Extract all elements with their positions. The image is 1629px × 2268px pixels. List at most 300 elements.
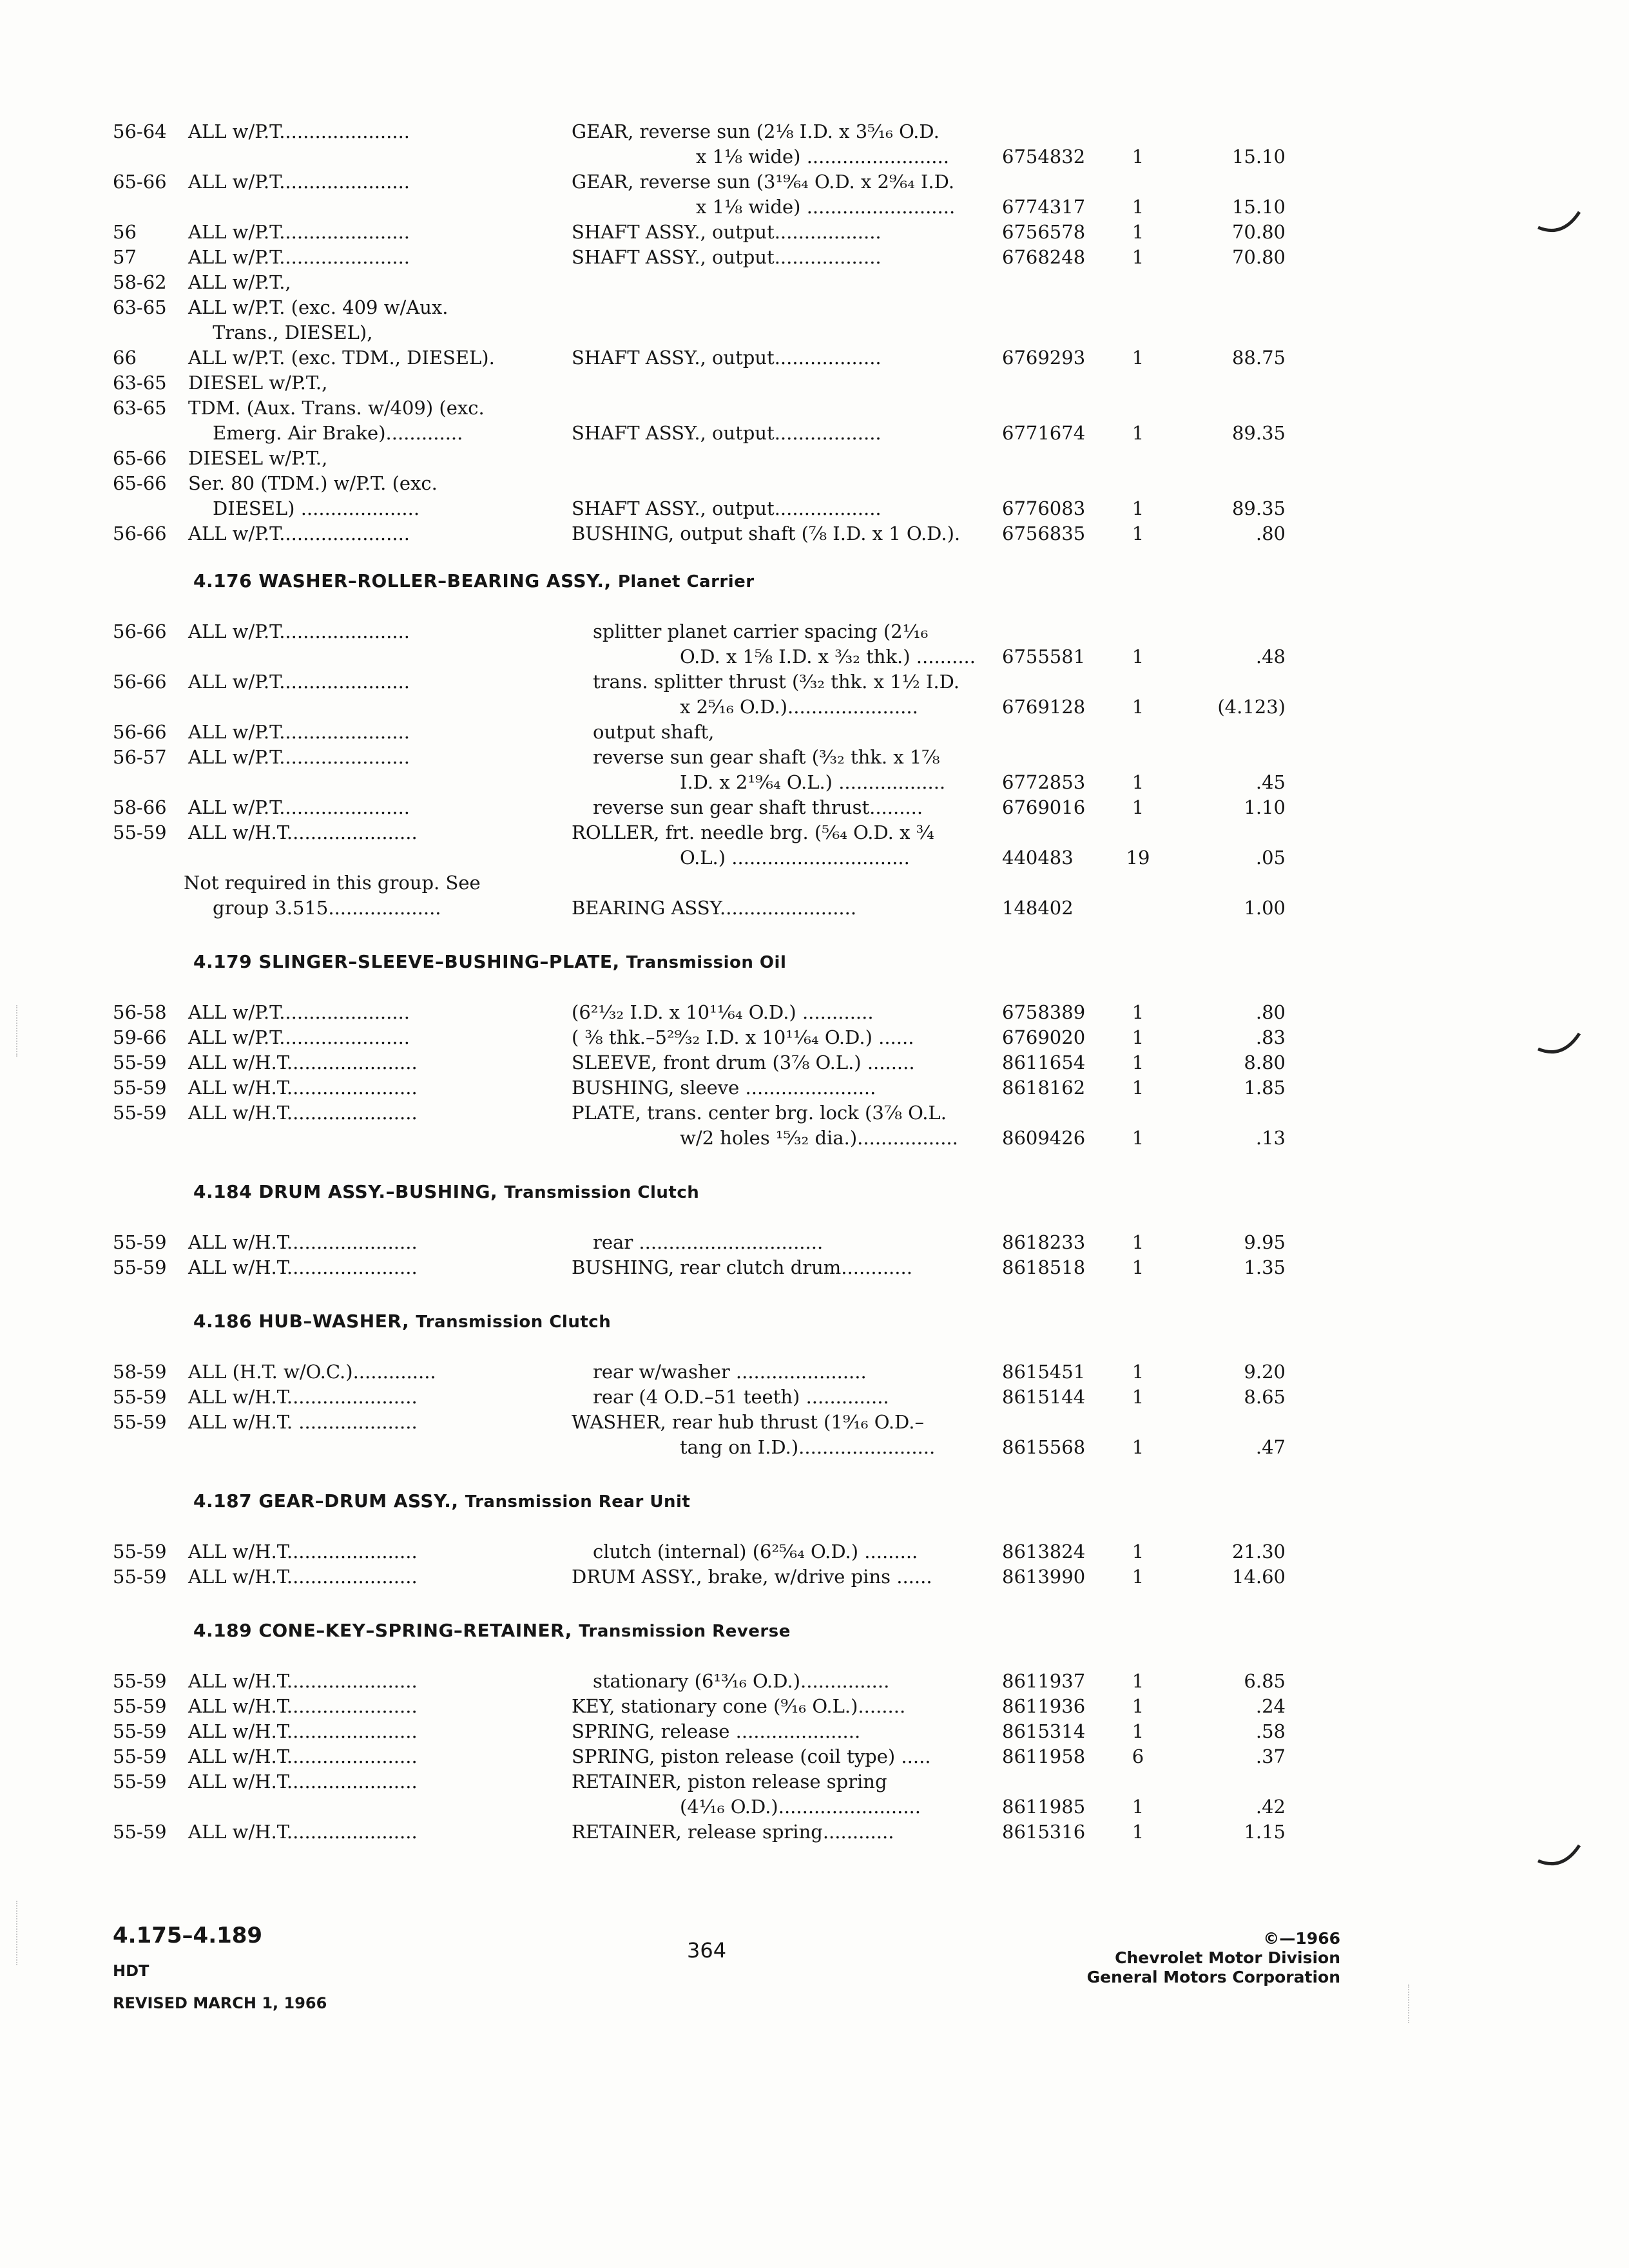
price: .24 xyxy=(1255,1695,1286,1717)
application: ALL w/H.T...................... xyxy=(188,1231,418,1253)
application: Not required in this group. See xyxy=(184,872,481,894)
part-description: tang on I.D.)....................... xyxy=(680,1436,936,1458)
price: 15.10 xyxy=(1231,146,1286,168)
part-row xyxy=(113,270,1286,296)
part-row xyxy=(113,245,1286,271)
part-description: SLEEVE, front drum (3⅞ O.L.) ........ xyxy=(572,1052,915,1073)
quantity: 1 xyxy=(1132,1386,1144,1408)
model-years: 63-65 xyxy=(113,372,167,394)
application: ALL w/H.T...................... xyxy=(188,1720,418,1742)
model-years: 55-59 xyxy=(113,1411,167,1433)
quantity: 19 xyxy=(1126,847,1150,869)
quantity: 1 xyxy=(1132,246,1144,268)
model-years: 55-59 xyxy=(113,822,167,843)
model-years: 63-65 xyxy=(113,397,167,419)
price: 1.10 xyxy=(1244,796,1286,818)
part-number: 8615314 xyxy=(1002,1720,1086,1742)
part-row xyxy=(113,1050,1286,1076)
application: DIESEL w/P.T., xyxy=(188,447,328,469)
part-description: output shaft, xyxy=(593,721,715,743)
part-description: (6²¹⁄₃₂ I.D. x 10¹¹⁄₆₄ O.D.) ............ xyxy=(572,1001,874,1023)
part-number: 8611654 xyxy=(1002,1052,1086,1073)
model-years: 63-65 xyxy=(113,296,167,318)
part-number: 8615316 xyxy=(1002,1821,1086,1843)
quantity: 1 xyxy=(1132,221,1144,243)
model-years: 57 xyxy=(113,246,137,268)
part-number: 6758389 xyxy=(1002,1001,1086,1023)
part-row xyxy=(113,396,1286,421)
part-row xyxy=(113,1539,1286,1565)
part-description: rear w/washer ...................... xyxy=(593,1361,867,1383)
model-years: 56-66 xyxy=(113,523,167,544)
model-years: 55-59 xyxy=(113,1771,167,1792)
part-row xyxy=(113,421,1286,447)
model-years: 65-66 xyxy=(113,472,167,494)
quantity: 1 xyxy=(1132,1256,1144,1278)
application: ALL (H.T. w/O.C.).............. xyxy=(188,1361,436,1383)
part-description: RETAINER, release spring............ xyxy=(572,1821,894,1843)
application: ALL w/H.T...................... xyxy=(188,1386,418,1408)
model-years: 65-66 xyxy=(113,447,167,469)
quantity: 1 xyxy=(1132,347,1144,369)
quantity: 1 xyxy=(1132,1077,1144,1099)
application: ALL w/H.T...................... xyxy=(188,1077,418,1099)
part-row xyxy=(113,220,1286,245)
model-years: 55-59 xyxy=(113,1256,167,1278)
quantity: 1 xyxy=(1132,1436,1144,1458)
part-description: BUSHING, sleeve ...................... xyxy=(572,1077,876,1099)
quantity: 1 xyxy=(1132,1231,1144,1253)
application: ALL w/P.T. (exc. TDM., DIESEL). xyxy=(188,347,495,369)
model-years: 56-66 xyxy=(113,671,167,693)
price: 1.35 xyxy=(1244,1256,1286,1278)
part-number: 8613824 xyxy=(1002,1541,1086,1562)
part-number: 6769293 xyxy=(1002,347,1086,369)
section-heading xyxy=(193,569,755,594)
application: ALL w/P.T...................... xyxy=(188,746,410,768)
section-number: 4.186 xyxy=(193,1311,259,1332)
application: ALL w/P.T...................... xyxy=(188,796,410,818)
price: 6.85 xyxy=(1244,1670,1286,1692)
part-number: 440483 xyxy=(1002,847,1074,869)
scan-edge-dots xyxy=(16,1005,19,1057)
part-row xyxy=(113,1435,1286,1461)
application: ALL w/P.T. (exc. 409 w/Aux. xyxy=(188,296,448,318)
part-number: 8615451 xyxy=(1002,1361,1086,1383)
footer-range: 4.175–4.189 xyxy=(113,1923,263,1948)
application: ALL w/P.T...................... xyxy=(188,120,410,142)
part-row xyxy=(113,770,1286,796)
part-number: 6776083 xyxy=(1002,497,1086,519)
price: 89.35 xyxy=(1231,422,1286,444)
model-years: 56-66 xyxy=(113,620,167,642)
part-number: 8618233 xyxy=(1002,1231,1086,1253)
part-number: 8618518 xyxy=(1002,1256,1086,1278)
part-description: BUSHING, rear clutch drum............ xyxy=(572,1256,912,1278)
part-row xyxy=(113,1255,1286,1281)
price: 70.80 xyxy=(1231,221,1286,243)
part-row xyxy=(113,745,1286,771)
part-row xyxy=(113,1669,1286,1695)
application: ALL w/H.T...................... xyxy=(188,1771,418,1792)
quantity: 1 xyxy=(1132,497,1144,519)
part-row xyxy=(113,1025,1286,1051)
application: ALL w/P.T...................... xyxy=(188,671,410,693)
part-description: reverse sun gear shaft (³⁄₃₂ thk. x 1⅞ xyxy=(593,746,940,768)
part-row xyxy=(113,1100,1286,1126)
part-number: 8618162 xyxy=(1002,1077,1086,1099)
price: 15.10 xyxy=(1231,196,1286,218)
part-description: WASHER, rear hub thrust (1⁹⁄₁₆ O.D.– xyxy=(572,1411,924,1433)
model-years: 55-59 xyxy=(113,1102,167,1124)
price: .83 xyxy=(1255,1026,1286,1048)
part-row xyxy=(113,820,1286,846)
part-description: w/2 holes ¹⁵⁄₃₂ dia.)................. xyxy=(680,1127,958,1149)
price: .37 xyxy=(1255,1745,1286,1767)
quantity: 1 xyxy=(1132,1695,1144,1717)
price: .47 xyxy=(1255,1436,1286,1458)
quantity: 1 xyxy=(1132,1796,1144,1818)
part-description: O.L.) .............................. xyxy=(680,847,910,869)
part-number: 8611936 xyxy=(1002,1695,1086,1717)
model-years: 58-59 xyxy=(113,1361,167,1383)
margin-tick-mark xyxy=(1537,1031,1582,1057)
model-years: 59-66 xyxy=(113,1026,167,1048)
part-row xyxy=(113,119,1286,145)
price: .05 xyxy=(1255,847,1286,869)
part-description: trans. splitter thrust (³⁄₃₂ thk. x 1½ I.D. xyxy=(593,671,960,693)
part-description: rear ............................... xyxy=(593,1231,824,1253)
model-years: 55-59 xyxy=(113,1745,167,1767)
part-number: 6769020 xyxy=(1002,1026,1086,1048)
section-heading xyxy=(193,1489,690,1514)
part-description: SPRING, release ..................... xyxy=(572,1720,861,1742)
part-description: stationary (6¹³⁄₁₆ O.D.)............... xyxy=(593,1670,890,1692)
model-years: 55-59 xyxy=(113,1566,167,1588)
part-number: 6771674 xyxy=(1002,422,1086,444)
part-number: 8615568 xyxy=(1002,1436,1086,1458)
model-years: 55-59 xyxy=(113,1541,167,1562)
application: ALL w/H.T...................... xyxy=(188,1745,418,1767)
application: TDM. (Aux. Trans. w/409) (exc. xyxy=(188,397,485,419)
part-description: clutch (internal) (6²⁵⁄₆₄ O.D.) ......... xyxy=(593,1541,918,1562)
section-subtitle: Transmission Oil xyxy=(626,953,787,972)
model-years: 55-59 xyxy=(113,1231,167,1253)
part-number: 6769128 xyxy=(1002,696,1086,718)
application: ALL w/H.T...................... xyxy=(188,1052,418,1073)
part-row xyxy=(113,345,1286,371)
part-row xyxy=(113,370,1286,396)
application: ALL w/H.T...................... xyxy=(188,1541,418,1562)
part-row xyxy=(113,644,1286,670)
model-years: 55-59 xyxy=(113,1821,167,1843)
part-description: KEY, stationary cone (⁹⁄₁₆ O.L.)........ xyxy=(572,1695,906,1717)
application: ALL w/H.T...................... xyxy=(188,1670,418,1692)
price: 70.80 xyxy=(1231,246,1286,268)
price: 1.15 xyxy=(1244,1821,1286,1843)
application: ALL w/P.T...................... xyxy=(188,246,410,268)
quantity: 1 xyxy=(1132,796,1144,818)
part-description: SHAFT ASSY., output.................. xyxy=(572,422,882,444)
price: .45 xyxy=(1255,771,1286,793)
price: (4.123) xyxy=(1217,696,1286,718)
application: ALL w/H.T...................... xyxy=(188,1821,418,1843)
part-number: 8613990 xyxy=(1002,1566,1086,1588)
application: ALL w/P.T...................... xyxy=(188,620,410,642)
section-number: 4.184 xyxy=(193,1181,259,1202)
section-number: 4.176 xyxy=(193,570,259,591)
quantity: 1 xyxy=(1132,1541,1144,1562)
part-number: 148402 xyxy=(1002,897,1074,919)
part-row xyxy=(113,1075,1286,1101)
quantity: 1 xyxy=(1132,771,1144,793)
part-description: SHAFT ASSY., output.................. xyxy=(572,246,882,268)
model-years: 55-59 xyxy=(113,1386,167,1408)
part-description: x 1⅛ wide) ........................ xyxy=(696,146,949,168)
part-description: PLATE, trans. center brg. lock (3⅞ O.L. xyxy=(572,1102,947,1124)
application: Emerg. Air Brake)............. xyxy=(213,422,463,444)
part-row xyxy=(113,1360,1286,1385)
part-description: (4¹⁄₁₆ O.D.)........................ xyxy=(680,1796,921,1818)
model-years: 58-62 xyxy=(113,271,167,293)
part-row xyxy=(113,845,1286,871)
part-row xyxy=(113,521,1286,547)
price: .48 xyxy=(1255,646,1286,668)
part-row xyxy=(113,1385,1286,1410)
section-number: 4.189 xyxy=(193,1620,259,1641)
part-row xyxy=(113,619,1286,645)
part-description: GEAR, reverse sun (2⅛ I.D. x 3⁵⁄₁₆ O.D. xyxy=(572,120,940,142)
model-years: 56 xyxy=(113,221,137,243)
price: .58 xyxy=(1255,1720,1286,1742)
application: Trans., DIESEL), xyxy=(213,322,373,343)
part-row xyxy=(113,195,1286,220)
section-heading xyxy=(193,950,786,975)
part-row xyxy=(113,1694,1286,1720)
part-description: reverse sun gear shaft thrust......... xyxy=(593,796,923,818)
application: ALL w/P.T...................... xyxy=(188,1026,410,1048)
part-row xyxy=(113,320,1286,346)
section-subtitle: Transmission Reverse xyxy=(579,1622,791,1641)
part-number: 6756835 xyxy=(1002,523,1086,544)
scan-edge-dots xyxy=(16,1901,19,1965)
part-number: 8615144 xyxy=(1002,1386,1086,1408)
part-row xyxy=(113,446,1286,472)
quantity: 1 xyxy=(1132,1001,1144,1023)
price: 9.95 xyxy=(1244,1231,1286,1253)
price: 1.85 xyxy=(1244,1077,1286,1099)
application: group 3.515................... xyxy=(213,897,441,919)
part-number: 6756578 xyxy=(1002,221,1086,243)
part-row xyxy=(113,1564,1286,1590)
model-years: 56-64 xyxy=(113,120,167,142)
part-number: 6774317 xyxy=(1002,196,1086,218)
price: 8.65 xyxy=(1244,1386,1286,1408)
price: 89.35 xyxy=(1231,497,1286,519)
part-row xyxy=(113,1230,1286,1256)
part-description: x 2⁵⁄₁₆ O.D.)...................... xyxy=(680,696,918,718)
page-number: 364 xyxy=(687,1938,727,1963)
part-description: O.D. x 1⅝ I.D. x ³⁄₃₂ thk.) .......... xyxy=(680,646,976,668)
part-description: splitter planet carrier spacing (2¹⁄₁₆ xyxy=(593,620,929,642)
application: ALL w/P.T...................... xyxy=(188,1001,410,1023)
part-description: ( ⅜ thk.–5²⁹⁄₃₂ I.D. x 10¹¹⁄₆₄ O.D.) ...... xyxy=(572,1026,914,1048)
quantity: 1 xyxy=(1132,1720,1144,1742)
part-row xyxy=(113,144,1286,170)
part-row xyxy=(113,1410,1286,1436)
scan-edge-dots xyxy=(1408,1984,1411,2023)
price: .13 xyxy=(1255,1127,1286,1149)
part-number: 8611985 xyxy=(1002,1796,1086,1818)
quantity: 1 xyxy=(1132,1670,1144,1692)
application: ALL w/P.T...................... xyxy=(188,721,410,743)
application: ALL w/H.T...................... xyxy=(188,1102,418,1124)
part-description: SHAFT ASSY., output.................. xyxy=(572,221,882,243)
section-title: HUB–WASHER, xyxy=(258,1311,416,1332)
section-subtitle: Transmission Clutch xyxy=(504,1183,700,1202)
model-years: 55-59 xyxy=(113,1052,167,1073)
application: ALL w/P.T...................... xyxy=(188,171,410,193)
part-row xyxy=(113,795,1286,821)
part-description: BEARING ASSY....................... xyxy=(572,897,857,919)
price: .42 xyxy=(1255,1796,1286,1818)
part-row xyxy=(113,1719,1286,1745)
application: ALL w/H.T...................... xyxy=(188,822,418,843)
part-row xyxy=(113,720,1286,745)
price: .80 xyxy=(1255,1001,1286,1023)
part-description: RETAINER, piston release spring xyxy=(572,1771,887,1792)
application: ALL w/H.T...................... xyxy=(188,1256,418,1278)
price: 88.75 xyxy=(1231,347,1286,369)
section-subtitle: Transmission Clutch xyxy=(416,1312,612,1332)
price: 21.30 xyxy=(1231,1541,1286,1562)
part-description: DRUM ASSY., brake, w/drive pins ...... xyxy=(572,1566,932,1588)
part-number: 6768248 xyxy=(1002,246,1086,268)
quantity: 1 xyxy=(1132,1821,1144,1843)
quantity: 1 xyxy=(1132,646,1144,668)
model-years: 56-66 xyxy=(113,721,167,743)
application: DIESEL w/P.T., xyxy=(188,372,328,394)
model-years: 56-58 xyxy=(113,1001,167,1023)
part-row xyxy=(113,471,1286,497)
part-description: I.D. x 2¹⁹⁄₆₄ O.L.) .................. xyxy=(680,771,946,793)
part-number: 6769016 xyxy=(1002,796,1086,818)
section-title: CONE–KEY–SPRING–RETAINER, xyxy=(258,1620,579,1641)
part-description: GEAR, reverse sun (3¹⁹⁄₆₄ O.D. x 2⁹⁄₆₄ I.D. xyxy=(572,171,955,193)
footer-corporation: General Motors Corporation xyxy=(1086,1968,1340,1986)
footer-copyright: ©—1966 xyxy=(1263,1929,1340,1948)
part-number: 8611958 xyxy=(1002,1745,1086,1767)
application: DIESEL) .................... xyxy=(213,497,420,519)
application: Ser. 80 (TDM.) w/P.T. (exc. xyxy=(188,472,438,494)
section-title: GEAR–DRUM ASSY., xyxy=(258,1490,465,1512)
price: 9.20 xyxy=(1244,1361,1286,1383)
price: 1.00 xyxy=(1244,897,1286,919)
part-description: SHAFT ASSY., output.................. xyxy=(572,497,882,519)
part-row xyxy=(113,295,1286,321)
quantity: 1 xyxy=(1132,1127,1144,1149)
price: 14.60 xyxy=(1231,1566,1286,1588)
model-years: 55-59 xyxy=(113,1695,167,1717)
quantity: 1 xyxy=(1132,196,1144,218)
model-years: 58-66 xyxy=(113,796,167,818)
footer-division: Chevrolet Motor Division xyxy=(1115,1948,1340,1967)
part-description: rear (4 O.D.–51 teeth) .............. xyxy=(593,1386,889,1408)
application: ALL w/P.T...................... xyxy=(188,221,410,243)
part-row xyxy=(113,669,1286,695)
part-row xyxy=(113,1794,1286,1820)
section-heading xyxy=(193,1180,699,1205)
footer-revised: REVISED MARCH 1, 1966 xyxy=(113,1994,327,2012)
section-subtitle: Transmission Rear Unit xyxy=(465,1492,691,1512)
quantity: 1 xyxy=(1132,1361,1144,1383)
part-row xyxy=(113,695,1286,720)
part-description: SHAFT ASSY., output.................. xyxy=(572,347,882,369)
part-description: BUSHING, output shaft (⅞ I.D. x 1 O.D.). xyxy=(572,523,961,544)
section-title: SLINGER–SLEEVE–BUSHING–PLATE, xyxy=(258,951,626,972)
part-row xyxy=(113,870,1286,896)
part-row xyxy=(113,496,1286,522)
model-years: 55-59 xyxy=(113,1720,167,1742)
section-subtitle: Planet Carrier xyxy=(617,572,755,591)
margin-tick-mark xyxy=(1537,209,1582,235)
part-row xyxy=(113,1820,1286,1845)
part-description: SPRING, piston release (coil type) ..... xyxy=(572,1745,931,1767)
part-row xyxy=(113,1000,1286,1026)
application: ALL w/P.T., xyxy=(188,271,291,293)
model-years: 55-59 xyxy=(113,1670,167,1692)
application: ALL w/H.T. .................... xyxy=(188,1411,418,1433)
section-heading xyxy=(193,1309,611,1334)
model-years: 55-59 xyxy=(113,1077,167,1099)
model-years: 65-66 xyxy=(113,171,167,193)
quantity: 1 xyxy=(1132,696,1144,718)
part-row xyxy=(113,169,1286,195)
section-number: 4.179 xyxy=(193,951,259,972)
price: 8.80 xyxy=(1244,1052,1286,1073)
application: ALL w/P.T...................... xyxy=(188,523,410,544)
part-row xyxy=(113,1126,1286,1151)
model-years: 66 xyxy=(113,347,137,369)
section-heading xyxy=(193,1619,791,1644)
part-row xyxy=(113,1744,1286,1770)
price: .80 xyxy=(1255,523,1286,544)
part-row xyxy=(113,1769,1286,1795)
quantity: 6 xyxy=(1132,1745,1144,1767)
section-number: 4.187 xyxy=(193,1490,259,1512)
margin-tick-mark xyxy=(1537,1843,1582,1869)
part-number: 6772853 xyxy=(1002,771,1086,793)
part-row xyxy=(113,896,1286,921)
part-number: 6755581 xyxy=(1002,646,1086,668)
section-title: DRUM ASSY.–BUSHING, xyxy=(258,1181,505,1202)
part-description: ROLLER, frt. needle brg. (⁵⁄₆₄ O.D. x ¾ xyxy=(572,822,934,843)
part-description: x 1⅛ wide) ......................... xyxy=(696,196,956,218)
quantity: 1 xyxy=(1132,422,1144,444)
part-number: 6754832 xyxy=(1002,146,1086,168)
section-title: WASHER–ROLLER–BEARING ASSY., xyxy=(258,570,618,591)
quantity: 1 xyxy=(1132,1566,1144,1588)
application: ALL w/H.T...................... xyxy=(188,1566,418,1588)
application: ALL w/H.T...................... xyxy=(188,1695,418,1717)
quantity: 1 xyxy=(1132,146,1144,168)
quantity: 1 xyxy=(1132,1052,1144,1073)
footer-code: HDT xyxy=(113,1962,149,1980)
quantity: 1 xyxy=(1132,523,1144,544)
part-number: 8609426 xyxy=(1002,1127,1086,1149)
part-number: 8611937 xyxy=(1002,1670,1086,1692)
quantity: 1 xyxy=(1132,1026,1144,1048)
